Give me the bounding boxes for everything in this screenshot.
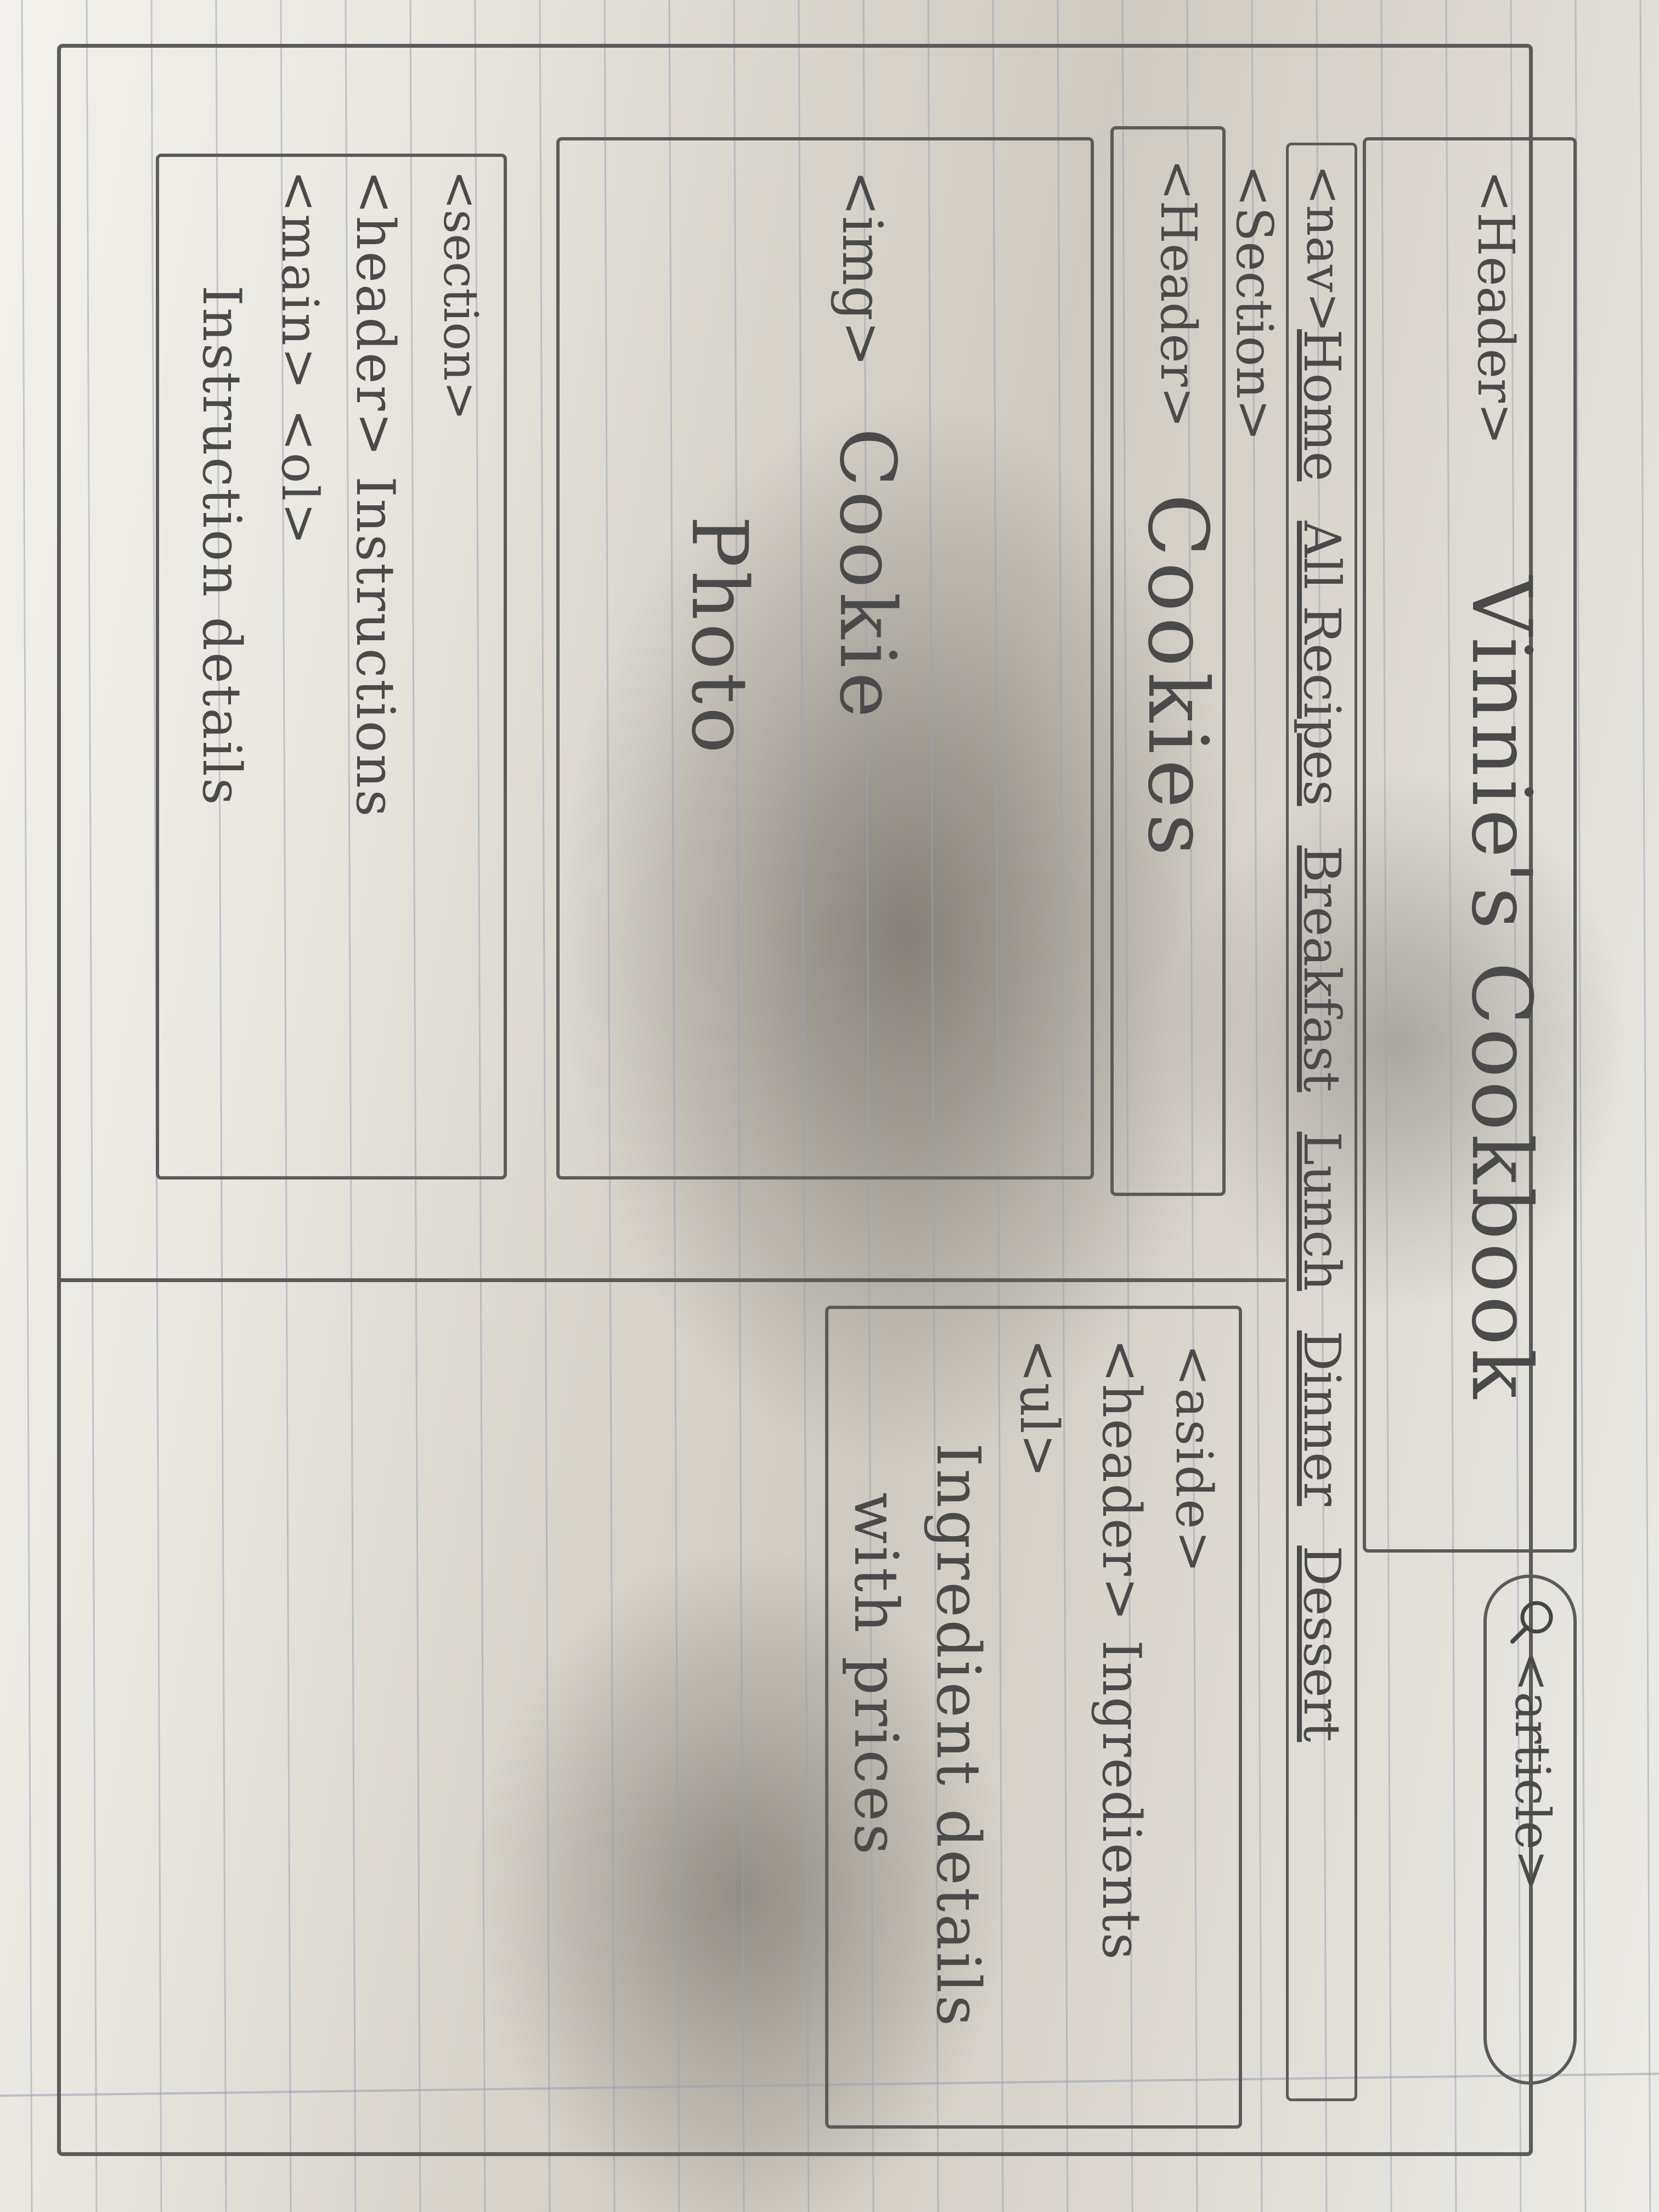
instructions-detail: Instruction details (191, 285, 252, 807)
nav-item-lunch[interactable]: Lunch (1293, 1131, 1352, 1291)
aside-list-tag: <ul> (1008, 1339, 1070, 1478)
nav-tag: <nav> (1296, 165, 1352, 333)
img-tag: <img> (830, 170, 894, 367)
aside-header-line: <header> Ingredients (1091, 1339, 1152, 1961)
header-tag: <Header> (1466, 170, 1525, 445)
instructions-section-tag: <section> (433, 170, 488, 421)
instructions-main-line: <main> <ol> (270, 170, 329, 547)
nav-item-all-recipes[interactable]: All Recipes (1293, 521, 1352, 806)
section-heading: Cookies (1130, 494, 1225, 861)
site-title: Vinnie's Cookbook (1453, 576, 1549, 1402)
article-tag: <article> (1504, 1651, 1561, 1891)
section-header-tag: <Header> (1149, 159, 1207, 428)
img-label-photo: Photo (674, 516, 764, 757)
aside-tag: <aside> (1165, 1344, 1223, 1575)
img-label-cookie: Cookie (822, 428, 912, 723)
instructions-header-line: <header> Instructions (345, 170, 406, 819)
column-divider (57, 1278, 1286, 1282)
search-icon (1508, 1596, 1558, 1646)
nav-item-home[interactable]: Home (1293, 329, 1352, 482)
nav-item-breakfast[interactable]: Breakfast (1293, 845, 1352, 1092)
nav-links (1291, 329, 1352, 2085)
aside-detail-1: Ingredient details (923, 1443, 994, 2029)
aside-detail-2: with prices (841, 1492, 911, 1857)
nav-item-dessert[interactable]: Dessert (1293, 1545, 1352, 1742)
section-tag: <Section> (1225, 165, 1284, 442)
nav-item-dinner[interactable]: Dinner (1293, 1330, 1352, 1506)
